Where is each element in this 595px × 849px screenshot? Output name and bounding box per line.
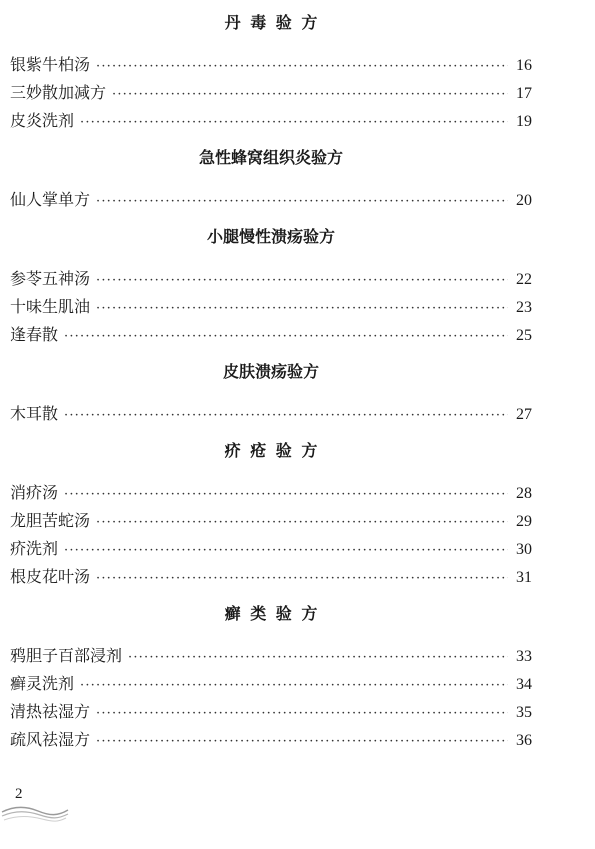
dot-leader [96,700,508,728]
dot-leader [64,323,508,351]
entry-page-number: 25 [516,327,532,344]
entry-title: 银紫牛柏汤 [10,55,91,74]
toc-entry[interactable] [10,321,532,349]
entry-title: 癣灵洗剂 [10,674,75,693]
toc-entry[interactable] [10,265,532,293]
entry-page-number: 23 [516,299,532,316]
section-heading: 丹毒验方 [224,13,327,32]
toc-entry[interactable] [10,186,532,214]
dot-leader [96,728,508,756]
toc-section [10,358,532,428]
entry-page-number: 29 [516,513,532,530]
dot-leader [96,188,508,216]
entry-page-number: 34 [516,676,532,693]
dot-leader [112,81,508,109]
entry-title: 消疥汤 [10,483,59,502]
toc-section [10,9,532,135]
entry-page-number: 19 [516,113,532,130]
table-of-contents [10,0,532,754]
dot-leader [96,295,508,323]
dot-leader [80,109,508,137]
entry-title: 疥洗剂 [10,539,59,558]
dot-leader [96,565,508,593]
entry-page-number: 27 [516,406,532,423]
toc-entry[interactable] [10,535,532,563]
entry-page-number: 22 [516,271,532,288]
entry-title: 龙胆苦蛇汤 [10,511,91,530]
section-heading: 疥疮验方 [224,441,327,460]
toc-section [10,144,532,214]
dot-leader [96,509,508,537]
toc-entry[interactable] [10,698,532,726]
entry-title: 皮炎洗剂 [10,111,75,130]
dot-leader [96,53,508,81]
page-number: 2 [15,786,23,802]
toc-entry[interactable] [10,507,532,535]
entry-title: 逢春散 [10,325,59,344]
toc-entry[interactable] [10,400,532,428]
entry-page-number: 20 [516,192,532,209]
dot-leader [64,481,508,509]
entry-title: 鸦胆子百部浸剂 [10,646,123,665]
entry-title: 疏风祛湿方 [10,730,91,749]
toc-section [10,600,532,754]
toc-entry[interactable] [10,107,532,135]
toc-entry[interactable] [10,642,532,670]
dot-leader [64,402,508,430]
entry-title: 仙人掌单方 [10,190,91,209]
toc-section [10,437,532,591]
wave-ornament-icon [0,800,70,826]
entry-page-number: 30 [516,541,532,558]
entry-title: 参苓五神汤 [10,269,91,288]
section-heading: 急性蜂窝组织炎验方 [198,148,343,167]
toc-entry[interactable] [10,670,532,698]
entry-title: 根皮花叶汤 [10,567,91,586]
entry-title: 三妙散加减方 [10,83,107,102]
section-heading: 皮肤溃疡验方 [222,362,319,381]
toc-entry[interactable] [10,79,532,107]
entry-page-number: 16 [516,57,532,74]
entry-page-number: 33 [516,648,532,665]
dot-leader [80,672,508,700]
section-heading: 小腿慢性溃疡验方 [206,227,335,246]
toc-entry[interactable] [10,726,532,754]
section-heading: 癣类验方 [224,604,327,623]
entry-page-number: 28 [516,485,532,502]
entry-title: 清热祛湿方 [10,702,91,721]
entry-title: 十味生肌油 [10,297,91,316]
entry-page-number: 17 [516,85,532,102]
entry-page-number: 36 [516,732,532,749]
entry-page-number: 31 [516,569,532,586]
entry-page-number: 35 [516,704,532,721]
dot-leader [128,644,508,672]
toc-entry[interactable] [10,563,532,591]
toc-entry[interactable] [10,479,532,507]
entry-title: 木耳散 [10,404,59,423]
dot-leader [64,537,508,565]
toc-entry[interactable] [10,293,532,321]
dot-leader [96,267,508,295]
toc-entry[interactable] [10,51,532,79]
toc-section [10,223,532,349]
